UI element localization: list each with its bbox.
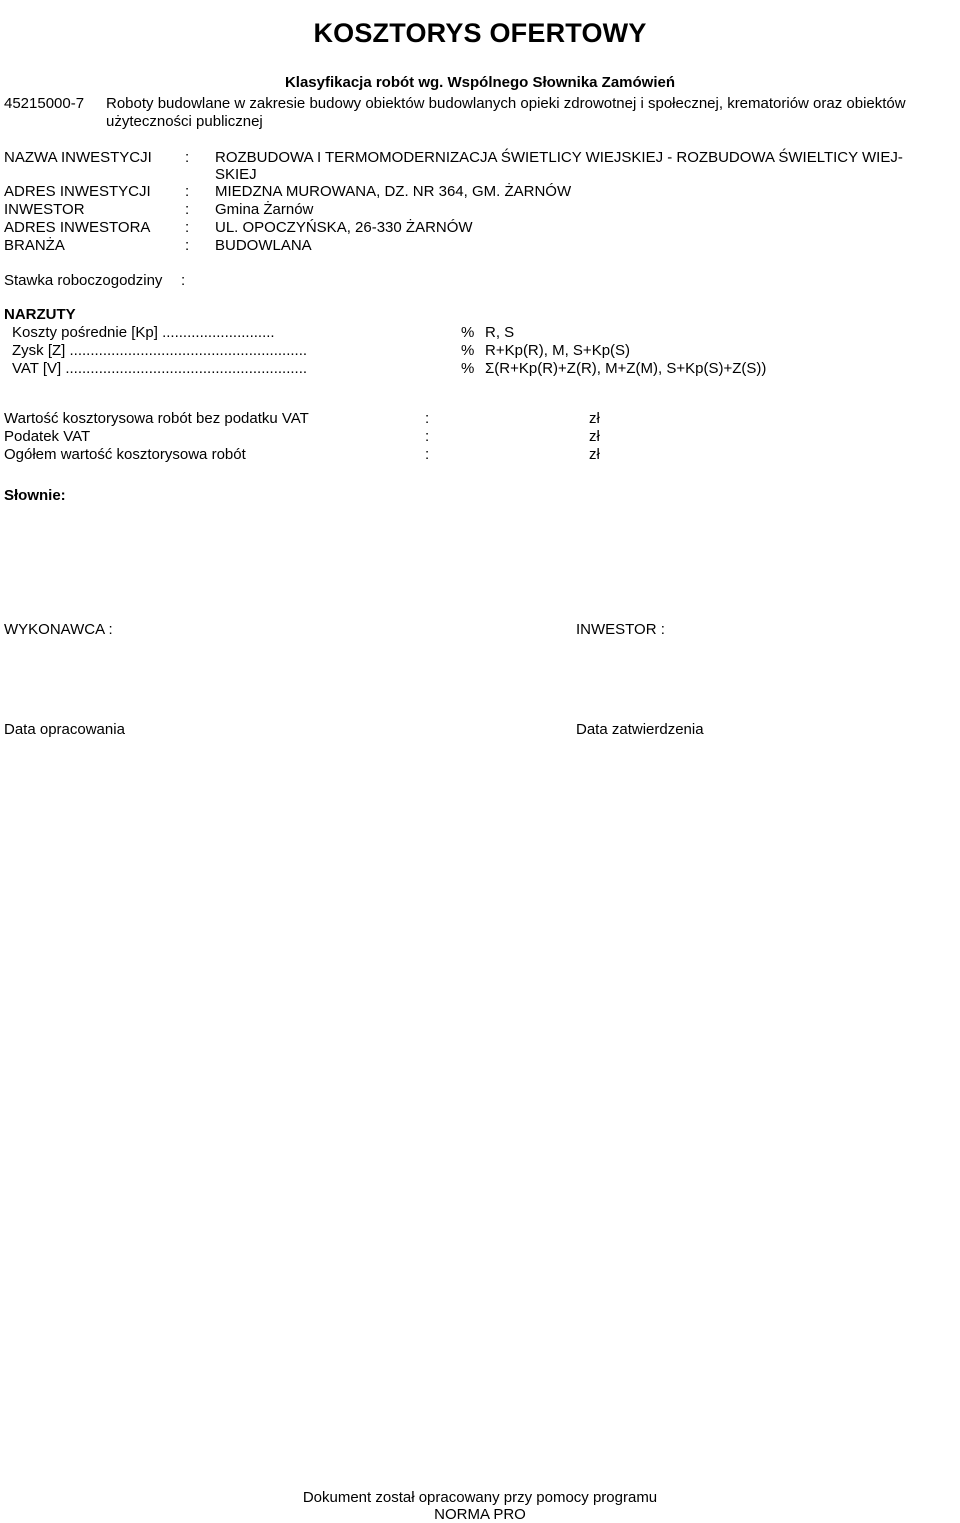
page-title: KOSZTORYS OFERTOWY: [313, 18, 647, 48]
total-separator: :: [425, 410, 430, 427]
investment-name-value-cont: SKIEJ: [215, 166, 257, 183]
date-approved-label: Data zatwierdzenia: [576, 721, 704, 738]
surcharge-label: VAT [V] ..........................................................: [12, 360, 308, 377]
investment-address-separator: :: [185, 183, 190, 200]
surcharges-heading: NARZUTY: [4, 306, 76, 323]
surcharge-unit: %: [461, 342, 475, 359]
classification-description-line2: użyteczności publicznej: [106, 113, 263, 130]
footer-line2: NORMA PRO: [434, 1506, 526, 1523]
investment-name-separator: :: [185, 149, 190, 166]
investor-signature-label: INWESTOR :: [576, 621, 665, 638]
total-separator: :: [425, 446, 430, 463]
surcharge-unit: %: [461, 360, 475, 377]
total-separator: :: [425, 428, 430, 445]
investor-address-value: UL. OPOCZYŃSKA, 26-330 ŻARNÓW: [215, 219, 473, 236]
classification-code: 45215000-7: [4, 95, 85, 112]
total-label: Podatek VAT: [4, 428, 91, 445]
branch-label: BRANŻA: [4, 237, 65, 254]
branch-separator: :: [185, 237, 190, 254]
total-label: Wartość kosztorysowa robót bez podatku VAT: [4, 410, 309, 427]
investor-label: INWESTOR: [4, 201, 85, 218]
rate-separator: :: [181, 272, 186, 289]
investor-separator: :: [185, 201, 190, 218]
surcharge-basis: Σ(R+Kp(R)+Z(R), M+Z(M), S+Kp(S)+Z(S)): [485, 360, 767, 377]
date-prepared-label: Data opracowania: [4, 721, 125, 738]
investment-name-value: ROZBUDOWA I TERMOMODERNIZACJA ŚWIETLICY WIEJSKIEJ - ROZBUDOWA ŚWIELTICY WIEJ-: [215, 149, 903, 166]
investment-address-label: ADRES INWESTYCJI: [4, 183, 151, 200]
rate-label: Stawka roboczogodziny: [4, 272, 163, 289]
total-currency: zł: [589, 446, 600, 463]
surcharge-basis: R+Kp(R), M, S+Kp(S): [485, 342, 631, 359]
surcharge-label: Zysk [Z] .........................................................: [12, 342, 308, 359]
investment-name-label: NAZWA INWESTYCJI: [4, 149, 152, 166]
surcharge-label: Koszty pośrednie [Kp] ...........................: [12, 324, 275, 341]
total-label: Ogółem wartość kosztorysowa robót: [4, 446, 246, 463]
investor-value: Gmina Żarnów: [215, 201, 314, 218]
total-currency: zł: [589, 410, 600, 427]
investment-address-value: MIEDZNA MUROWANA, DZ. NR 364, GM. ŻARNÓW: [215, 183, 572, 200]
words-label: Słownie:: [4, 487, 66, 504]
investor-address-label: ADRES INWESTORA: [4, 219, 151, 236]
total-currency: zł: [589, 428, 600, 445]
surcharge-unit: %: [461, 324, 475, 341]
surcharge-basis: R, S: [485, 324, 515, 341]
branch-value: BUDOWLANA: [215, 237, 312, 254]
classification-description-line1: Roboty budowlane w zakresie budowy obiektów budowlanych opieki zdrowotnej i społecznej, krematoriów oraz obiektów: [106, 95, 906, 112]
investor-address-separator: :: [185, 219, 190, 236]
contractor-label: WYKONAWCA :: [4, 621, 113, 638]
footer-line1: Dokument został opracowany przy pomocy programu: [302, 1489, 658, 1506]
classification-heading: Klasyfikacja robót wg. Wspólnego Słownika Zamówień: [284, 74, 676, 91]
